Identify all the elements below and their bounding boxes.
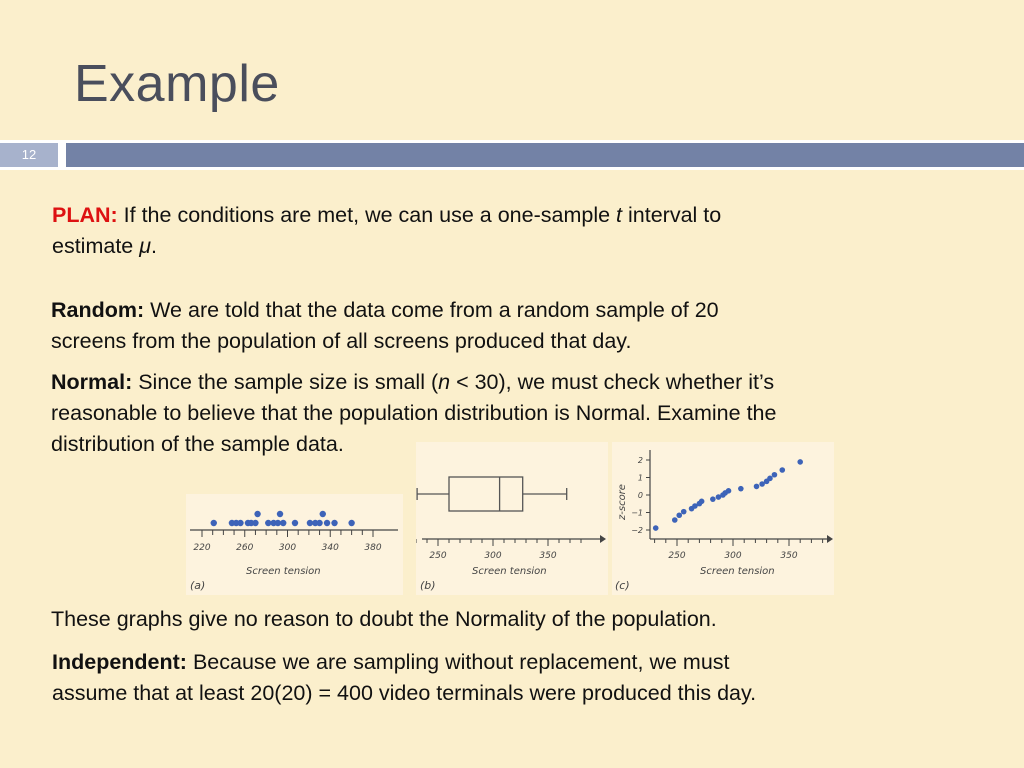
normal-plot-point bbox=[772, 472, 778, 478]
dotplot-dots bbox=[211, 511, 355, 526]
normal-plot-ylabel: z-score bbox=[617, 484, 628, 520]
header-stripe bbox=[66, 143, 1024, 167]
normal-plot-point bbox=[779, 467, 785, 473]
plan-label: PLAN: bbox=[52, 203, 118, 227]
independent-label: Independent: bbox=[52, 650, 187, 674]
normal-plot-point bbox=[672, 517, 678, 523]
normal-text-2: < 30), we must check whether it’s bbox=[450, 370, 775, 394]
boxplot-box bbox=[417, 477, 567, 511]
random-text-2: screens from the population of all screens produced that day. bbox=[51, 329, 632, 353]
boxplot-tick-label: 250 bbox=[429, 551, 447, 561]
normal-n: n bbox=[438, 370, 451, 394]
normal-plot-ytick-label: 1 bbox=[637, 473, 643, 483]
boxplot-xlabel: Screen tension bbox=[472, 566, 547, 577]
normal-plot-point bbox=[699, 499, 705, 505]
boxplot-svg bbox=[416, 442, 608, 595]
dotplot-point bbox=[237, 520, 243, 526]
dotplot-point bbox=[277, 511, 283, 517]
dotplot-point bbox=[280, 520, 286, 526]
normal-plot-xtick-label: 300 bbox=[724, 551, 742, 561]
normal-plot-xticks bbox=[655, 539, 823, 561]
dotplot-tick-label: 340 bbox=[321, 543, 339, 553]
random-label: Random: bbox=[51, 298, 145, 322]
plan-mu: μ bbox=[139, 234, 152, 258]
normal-plot-point bbox=[653, 525, 659, 531]
normal-plot-figure bbox=[612, 442, 834, 595]
dotplot-point bbox=[254, 511, 260, 517]
boxplot-ticks bbox=[416, 539, 581, 561]
dotplot-point bbox=[324, 520, 330, 526]
normal-plot-yticks bbox=[631, 456, 650, 535]
normal-plot-point bbox=[726, 488, 732, 494]
normal-plot-point bbox=[797, 459, 803, 465]
normal-plot-svg bbox=[612, 442, 834, 595]
boxplot-tick-label: 300 bbox=[484, 551, 502, 561]
dotplot-point bbox=[348, 520, 354, 526]
random-paragraph bbox=[51, 295, 719, 357]
dotplot-tick-label: 300 bbox=[278, 543, 297, 553]
dotplot-figure bbox=[186, 494, 403, 595]
normal-plot-point bbox=[681, 509, 687, 515]
normal-plot-ytick-label: −2 bbox=[631, 526, 643, 535]
normal-label: Normal: bbox=[51, 370, 133, 394]
boxplot-tick-label: 350 bbox=[539, 551, 557, 561]
normal-plot-ytick-label: 0 bbox=[637, 491, 643, 500]
plan-text-4: . bbox=[151, 234, 157, 258]
normal-plot-point bbox=[767, 476, 773, 482]
normal-text-3: reasonable to believe that the population distribution is Normal. Examine the bbox=[51, 401, 777, 425]
plan-t: t bbox=[616, 203, 623, 227]
dotplot-tick-label: 220 bbox=[193, 543, 211, 553]
dotplot-panel-label: (a) bbox=[190, 579, 206, 592]
dotplot-ticks bbox=[193, 530, 381, 553]
normal-plot-ytick-label: 2 bbox=[637, 456, 643, 465]
dotplot-point bbox=[316, 520, 322, 526]
conclusion-text: These graphs give no reason to doubt the Normality of the population. bbox=[51, 607, 717, 631]
normal-plot-panel-label: (c) bbox=[615, 579, 630, 592]
normal-text-4: distribution of the sample data. bbox=[51, 432, 344, 456]
dotplot-point bbox=[211, 520, 217, 526]
plan-paragraph bbox=[52, 200, 721, 262]
boxplot-box-rect bbox=[449, 477, 523, 511]
dotplot-point bbox=[292, 520, 298, 526]
normal-plot-point bbox=[738, 486, 744, 492]
dotplot-tick-label: 260 bbox=[236, 543, 254, 553]
normal-plot-axis-arrow bbox=[827, 535, 833, 543]
independent-text-1: Because we are sampling without replacement, we must bbox=[186, 650, 730, 674]
random-text-1: We are told that the data come from a random sample of 20 bbox=[144, 298, 719, 322]
normal-plot-ytick-label: −1 bbox=[631, 508, 643, 518]
boxplot-axis-arrow bbox=[600, 535, 606, 543]
normal-plot-point bbox=[710, 496, 716, 502]
normal-plot-point bbox=[676, 512, 682, 518]
dotplot-tick-label: 380 bbox=[364, 543, 382, 553]
boxplot-panel-label: (b) bbox=[420, 579, 436, 592]
normal-plot-xtick-label: 350 bbox=[780, 551, 798, 561]
dotplot-point bbox=[331, 520, 337, 526]
slide-title: Example bbox=[74, 55, 280, 113]
plan-text-1: If the conditions are met, we can use a one-sample bbox=[117, 203, 617, 227]
plan-text-2: interval to bbox=[622, 203, 722, 227]
dotplot-point bbox=[252, 520, 258, 526]
dotplot-xlabel: Screen tension bbox=[246, 566, 321, 577]
independent-paragraph bbox=[52, 647, 756, 709]
dotplot-point bbox=[320, 511, 326, 517]
independent-text-2: assume that at least 20(20) = 400 video terminals were produced this day. bbox=[52, 681, 757, 705]
normal-text-1: Since the sample size is small ( bbox=[132, 370, 439, 394]
slide-number: 12 bbox=[0, 143, 58, 167]
boxplot-figure bbox=[416, 442, 608, 595]
normal-plot-xlabel: Screen tension bbox=[700, 566, 775, 577]
normal-plot-point bbox=[754, 484, 760, 490]
plan-text-3: estimate bbox=[52, 234, 140, 258]
normal-plot-points bbox=[653, 459, 803, 531]
dotplot-svg bbox=[186, 494, 403, 595]
normal-plot-xtick-label: 250 bbox=[668, 551, 686, 561]
